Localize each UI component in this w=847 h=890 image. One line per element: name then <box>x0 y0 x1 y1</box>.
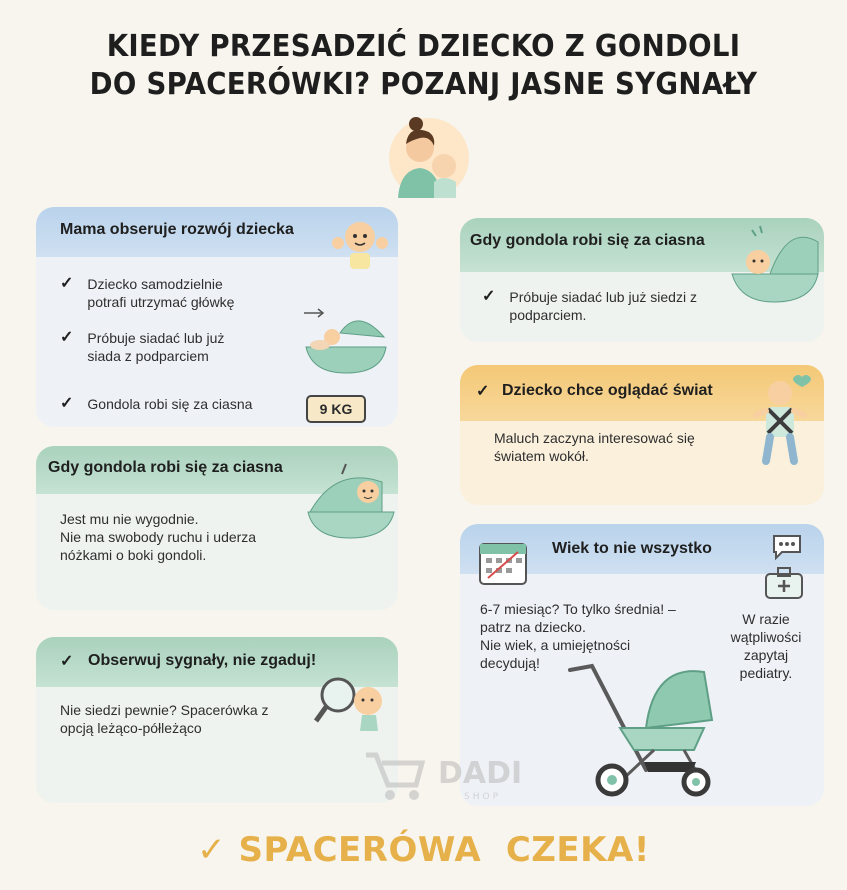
card-text: W razie <box>742 611 790 627</box>
card-age-title: Wiek to nie wszystko <box>552 540 712 557</box>
card-too-tight-left-title: Gdy gondola robi się za ciasna <box>48 459 283 476</box>
footer-text: SPACERÓWA CZEKA! <box>238 830 650 870</box>
check-icon: ✓ <box>60 395 74 412</box>
bassinet-waving-baby-icon <box>306 462 396 540</box>
check-icon: ✓ <box>60 329 74 346</box>
chat-bubble-icon <box>770 532 804 562</box>
card-text: podparciem. <box>509 307 587 323</box>
card-text: patrz na dziecko. <box>480 619 586 635</box>
medical-bag-icon <box>764 566 804 600</box>
calendar-icon <box>478 538 528 586</box>
card-too-tight-right <box>460 218 824 342</box>
item-text: Próbuje siadać lub już <box>87 330 225 346</box>
dadi-shop-watermark-logo <box>360 745 540 805</box>
item-text: Gondola robi się za ciasna <box>87 396 253 412</box>
card-text: nóżkami o boki gondoli. <box>60 547 207 563</box>
watermark-brand: DADI <box>438 756 523 791</box>
check-icon: ✓ <box>482 288 496 305</box>
card-text: pediatry. <box>739 665 793 681</box>
card-text: decydują! <box>480 655 540 671</box>
check-icon: ✓ <box>197 830 227 870</box>
page-title <box>34 28 813 104</box>
bassinet-baby-icon <box>298 303 394 381</box>
card-world <box>460 365 824 505</box>
card-text: Próbuje siadać lub już siedzi z <box>509 289 697 305</box>
card-text: światem wokół. <box>494 448 589 464</box>
flexing-baby-icon <box>330 213 390 273</box>
card-observe <box>36 637 398 803</box>
weight-badge <box>306 395 366 423</box>
card-development-title: Mama obseruje rozwój dziecka <box>60 221 294 238</box>
card-development <box>36 207 398 427</box>
baby-carrier-icon <box>750 371 816 471</box>
card-text: 6-7 miesiąc? To tylko średnia! – <box>480 601 676 617</box>
mother-baby-illustration <box>386 112 472 202</box>
check-icon: ✓ <box>60 275 74 292</box>
footer-banner <box>0 830 847 870</box>
card-text: opcją leżąco-półleżąco <box>60 720 202 736</box>
magnifier-baby-icon <box>312 673 394 731</box>
bassinet-crying-baby-icon <box>730 222 820 304</box>
check-icon: ✓ <box>476 383 490 400</box>
title-line-2: DO SPACERÓWKI? POZANJ JASNE SYGNAŁY <box>89 67 758 102</box>
card-text: wątpliwości <box>730 629 802 645</box>
stroller-icon <box>564 654 714 800</box>
card-text: Jest mu nie wygodnie. <box>60 511 199 527</box>
card-too-tight-left <box>36 446 398 610</box>
weight-badge-label: 9 KG <box>319 401 353 417</box>
card-text: Nie ma swobody ruchu i uderza <box>60 529 257 545</box>
item-text: potrafi utrzymać główkę <box>87 294 235 310</box>
item-text: siada z podparciem <box>87 348 209 364</box>
item-text: Dziecko samodzielnie <box>87 276 223 292</box>
card-text: Nie siedzi pewnie? Spacerówka z <box>60 702 269 718</box>
check-icon: ✓ <box>60 653 74 670</box>
card-text: Nie wiek, a umiejętności <box>480 637 631 653</box>
card-too-tight-right-title: Gdy gondola robi się za ciasna <box>470 232 705 249</box>
watermark-sub: SHOP <box>464 792 501 802</box>
card-world-title: Dziecko chce oglądać świat <box>502 382 713 399</box>
title-line-1: KIEDY PRZESADZIĆ DZIECKO Z GONDOLI <box>106 29 741 64</box>
card-text: Maluch zaczyna interesować się <box>494 430 695 446</box>
card-observe-title: Obserwuj sygnały, nie zgaduj! <box>88 652 317 669</box>
card-text: zapytaj <box>743 647 789 663</box>
